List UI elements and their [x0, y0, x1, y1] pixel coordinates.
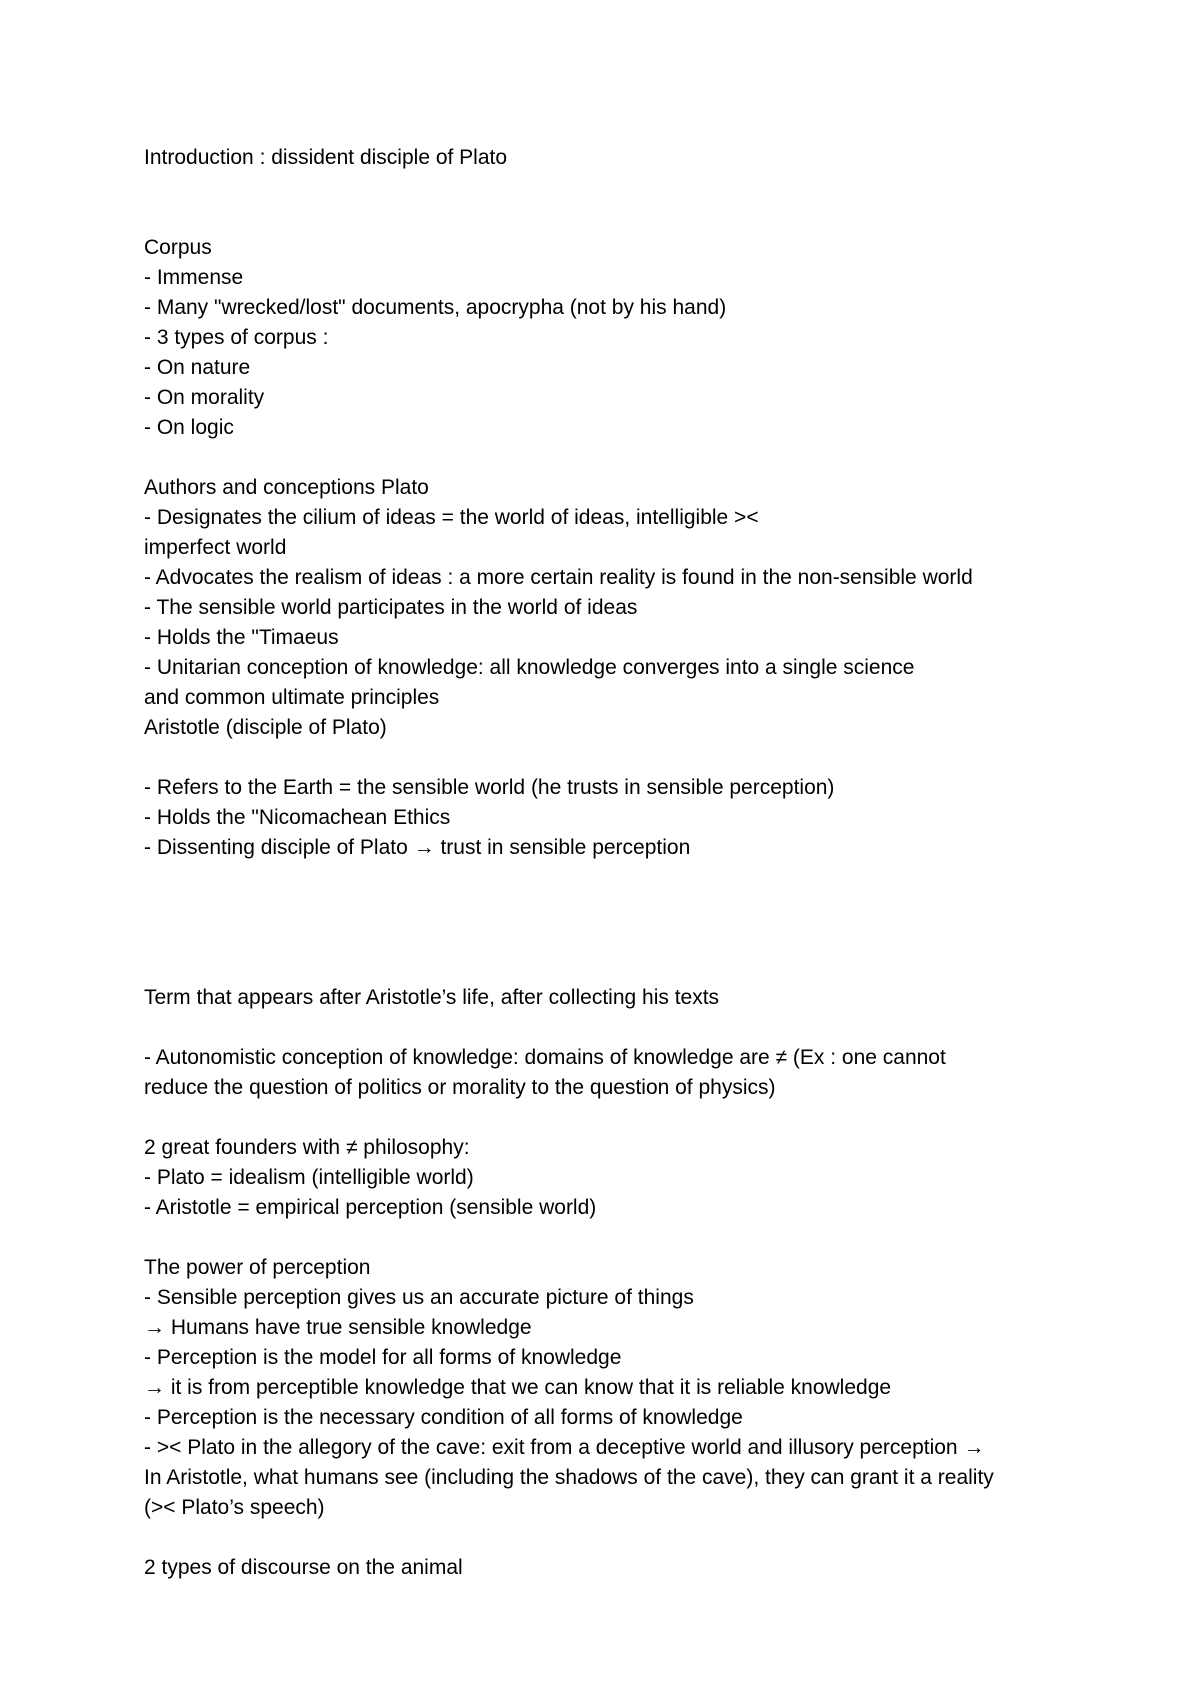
- text-line: Aristotle (disciple of Plato): [144, 716, 387, 739]
- text-line: (>< Plato’s speech): [144, 1496, 325, 1519]
- text-line: 2 great founders with ≠ philosophy:: [144, 1136, 470, 1159]
- text-line: 2 types of discourse on the animal: [144, 1556, 463, 1579]
- text-line: - The sensible world participates in the world of ideas: [144, 596, 638, 619]
- text-line: - Autonomistic conception of knowledge: domains of knowledge are ≠ (Ex : one cannot: [144, 1046, 946, 1069]
- text-line: - 3 types of corpus :: [144, 326, 329, 349]
- text-line: - Plato = idealism (intelligible world): [144, 1166, 474, 1189]
- text-line: imperfect world: [144, 536, 287, 559]
- text-line: - Aristotle = empirical perception (sensible world): [144, 1196, 597, 1219]
- text-line: - Refers to the Earth = the sensible world (he trusts in sensible perception): [144, 776, 835, 799]
- blank-line: [144, 1103, 1084, 1133]
- text-line: Introduction : dissident disciple of Plato: [144, 146, 508, 169]
- text-line: - Holds the "Nicomachean Ethics: [144, 806, 451, 829]
- blank-line: [144, 203, 1084, 233]
- blank-line: [144, 1523, 1084, 1553]
- blank-line: [144, 863, 1084, 893]
- text-line: In Aristotle, what humans see (including the shadows of the cave), they can grant it a reality: [144, 1466, 994, 1489]
- text-line: Term that appears after Aristotle’s life, after collecting his texts: [144, 986, 720, 1009]
- text-line: → Humans have true sensible knowledge: [144, 1316, 532, 1339]
- text-line: Corpus: [144, 236, 212, 259]
- text-line: - >< Plato in the allegory of the cave: exit from a deceptive world and illusory perception →: [144, 1436, 985, 1459]
- blank-line: [144, 173, 1084, 203]
- text-line: The power of perception: [144, 1256, 371, 1279]
- text-line: → it is from perceptible knowledge that we can know that it is reliable knowledge: [144, 1376, 892, 1399]
- blank-line: [144, 743, 1084, 773]
- text-line: and common ultimate principles: [144, 686, 440, 709]
- text-line: - Unitarian conception of knowledge: all knowledge converges into a single science: [144, 656, 915, 679]
- text-line: - Sensible perception gives us an accurate picture of things: [144, 1286, 694, 1309]
- blank-line: [144, 1013, 1084, 1043]
- text-line: - On logic: [144, 416, 234, 439]
- blank-line: [144, 953, 1084, 983]
- blank-line: [144, 893, 1084, 923]
- text-line: reduce the question of politics or morality to the question of physics): [144, 1076, 776, 1099]
- text-line: - On nature: [144, 356, 251, 379]
- blank-line: [144, 443, 1084, 473]
- text-line: - Designates the cilium of ideas = the world of ideas, intelligible ><: [144, 506, 759, 529]
- document-body: [144, 143, 1084, 1583]
- text-line: - Perception is the necessary condition of all forms of knowledge: [144, 1406, 743, 1429]
- text-line: - On morality: [144, 386, 265, 409]
- text-line: - Immense: [144, 266, 244, 289]
- text-line: - Holds the "Timaeus: [144, 626, 339, 649]
- text-line: - Dissenting disciple of Plato → trust in sensible perception: [144, 836, 691, 859]
- text-line: - Many "wrecked/lost" documents, apocrypha (not by his hand): [144, 296, 727, 319]
- text-line: Authors and conceptions Plato: [144, 476, 429, 499]
- blank-line: [144, 1223, 1084, 1253]
- blank-line: [144, 923, 1084, 953]
- text-line: - Perception is the model for all forms of knowledge: [144, 1346, 622, 1369]
- text-line: - Advocates the realism of ideas : a more certain reality is found in the non-sensible world: [144, 566, 973, 589]
